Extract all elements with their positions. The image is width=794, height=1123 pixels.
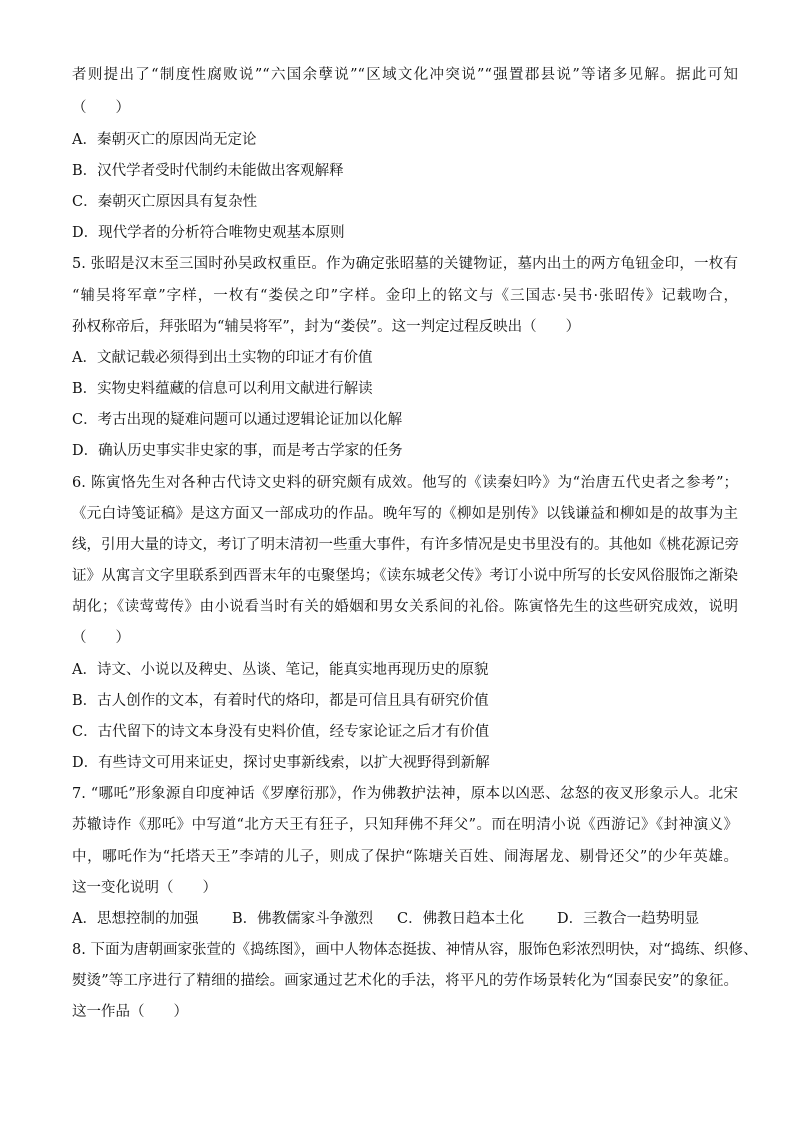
- q6-stem-line: 6. 陈寅恪先生对各种古代诗文史料的研究颇有成效。他写的《读秦妇吟》为“治唐五代史者之参考”；: [72, 475, 738, 491]
- q6-option-d: D．有些诗文可用来证史，探讨史事新线索，以扩大视野得到新解: [72, 755, 490, 771]
- q4-answer-paren: （ ）: [72, 100, 130, 116]
- q7-stem-line: 这一变化说明（ ）: [72, 880, 217, 896]
- q7-option-d: D．三教合一趋势明显: [557, 911, 700, 927]
- q6-option-b: B．古人创作的文本，有着时代的烙印，都是可信且具有研究价值: [72, 693, 489, 709]
- q4-option-c: C．秦朝灭亡原因具有复杂性: [72, 194, 258, 210]
- q4-option-d: D．现代学者的分析符合唯物史观基本原则: [72, 225, 345, 241]
- q7-options-row: [72, 909, 738, 929]
- q4-option-a: A．秦朝灭亡的原因尚无定论: [72, 132, 257, 148]
- q5-stem-line: 5. 张昭是汉末至三国时孙吴政权重臣。作为确定张昭墓的关键物证，墓内出土的两方龟钮金印，一枚有: [72, 256, 738, 272]
- q4-stem-tail: 者则提出了“制度性腐败说”“六国余孽说”“区域文化冲突说”“强置郡县说”等诸多见解。据此可知: [72, 67, 738, 83]
- q6-stem-line: 胡化；《读莺莺传》由小说看当时有关的婚姻和男女关系间的礼俗。陈寅恪先生的这些研究成效，说明: [72, 599, 738, 615]
- q7-option-c: C．佛教日趋本土化: [397, 911, 525, 927]
- q8-stem-line: 熨烫”等工序进行了精细的描绘。画家通过艺术化的手法，将平凡的劳作场景转化为“国泰民安”的象征。: [72, 973, 738, 989]
- q5-option-c: C．考古出现的疑难问题可以通过逻辑论证加以化解: [72, 412, 403, 428]
- q5-stem-line: 孙权称帝后，拜张昭为“辅吴将军”，封为“娄侯”。这一判定过程反映出（ ）: [72, 319, 581, 335]
- q6-option-c: C．古代留下的诗文本身没有史料价值，经专家论证之后才有价值: [72, 724, 490, 740]
- q6-stem-line: 《元白诗笺证稿》是这方面又一部成功的作品。晚年写的《柳如是别传》以钱谦益和柳如是的故事为主: [72, 506, 738, 522]
- q5-option-d: D．确认历史事实非史家的事，而是考古学家的任务: [72, 443, 403, 459]
- q6-stem-line: 证》从寓言文字里联系到西晋末年的屯聚堡坞；《读东城老父传》考订小说中所写的长安风俗服饰之渐染: [72, 568, 738, 584]
- q6-stem-line: 线，引用大量的诗文，考订了明末清初一些重大事件，有许多情况是史书里没有的。其他如《桃花源记旁: [72, 537, 739, 553]
- q7-stem-line: 苏辙诗作《那吒》中写道“北方天王有狂子，只知拜佛不拜父”。而在明清小说《西游记》《封神演义》: [72, 817, 738, 833]
- q7-option-b: B．佛教儒家斗争激烈: [232, 911, 374, 927]
- q7-stem-line: 7. “哪吒”形象源自印度神话《罗摩衍那》，作为佛教护法神，原本以凶恶、忿怒的夜叉形象示人。北宋: [72, 786, 738, 802]
- q7-stem-line: 中，哪吒作为“托塔天王”李靖的儿子，则成了保护“陈塘关百姓、闹海屠龙、剔骨还父”的少年英雄。: [72, 849, 738, 865]
- q5-stem-line: “辅吴将军章”字样，一枚有“娄侯之印”字样。金印上的铭文与《三国志·吴书·张昭传》记载吻合，: [72, 288, 738, 304]
- q8-stem-line: 这一作品（ ）: [72, 1004, 188, 1020]
- q6-option-a: A．诗文、小说以及稗史、丛谈、笔记，能真实地再现历史的原貌: [72, 662, 489, 678]
- q4-option-b: B．汉代学者受时代制约未能做出客观解释: [72, 163, 344, 179]
- q7-option-a: A．思想控制的加强: [72, 911, 199, 927]
- q5-option-a: A．文献记载必须得到出土实物的印证才有价值: [72, 350, 373, 366]
- q6-answer-paren: （ ）: [72, 630, 130, 646]
- q8-stem-line: 8. 下面为唐朝画家张萱的《捣练图》，画中人物体态挺拔、神情从容，服饰色彩浓烈明快，对“捣练、织修、: [72, 942, 758, 958]
- q5-option-b: B．实物史料蕴藏的信息可以利用文献进行解读: [72, 381, 373, 397]
